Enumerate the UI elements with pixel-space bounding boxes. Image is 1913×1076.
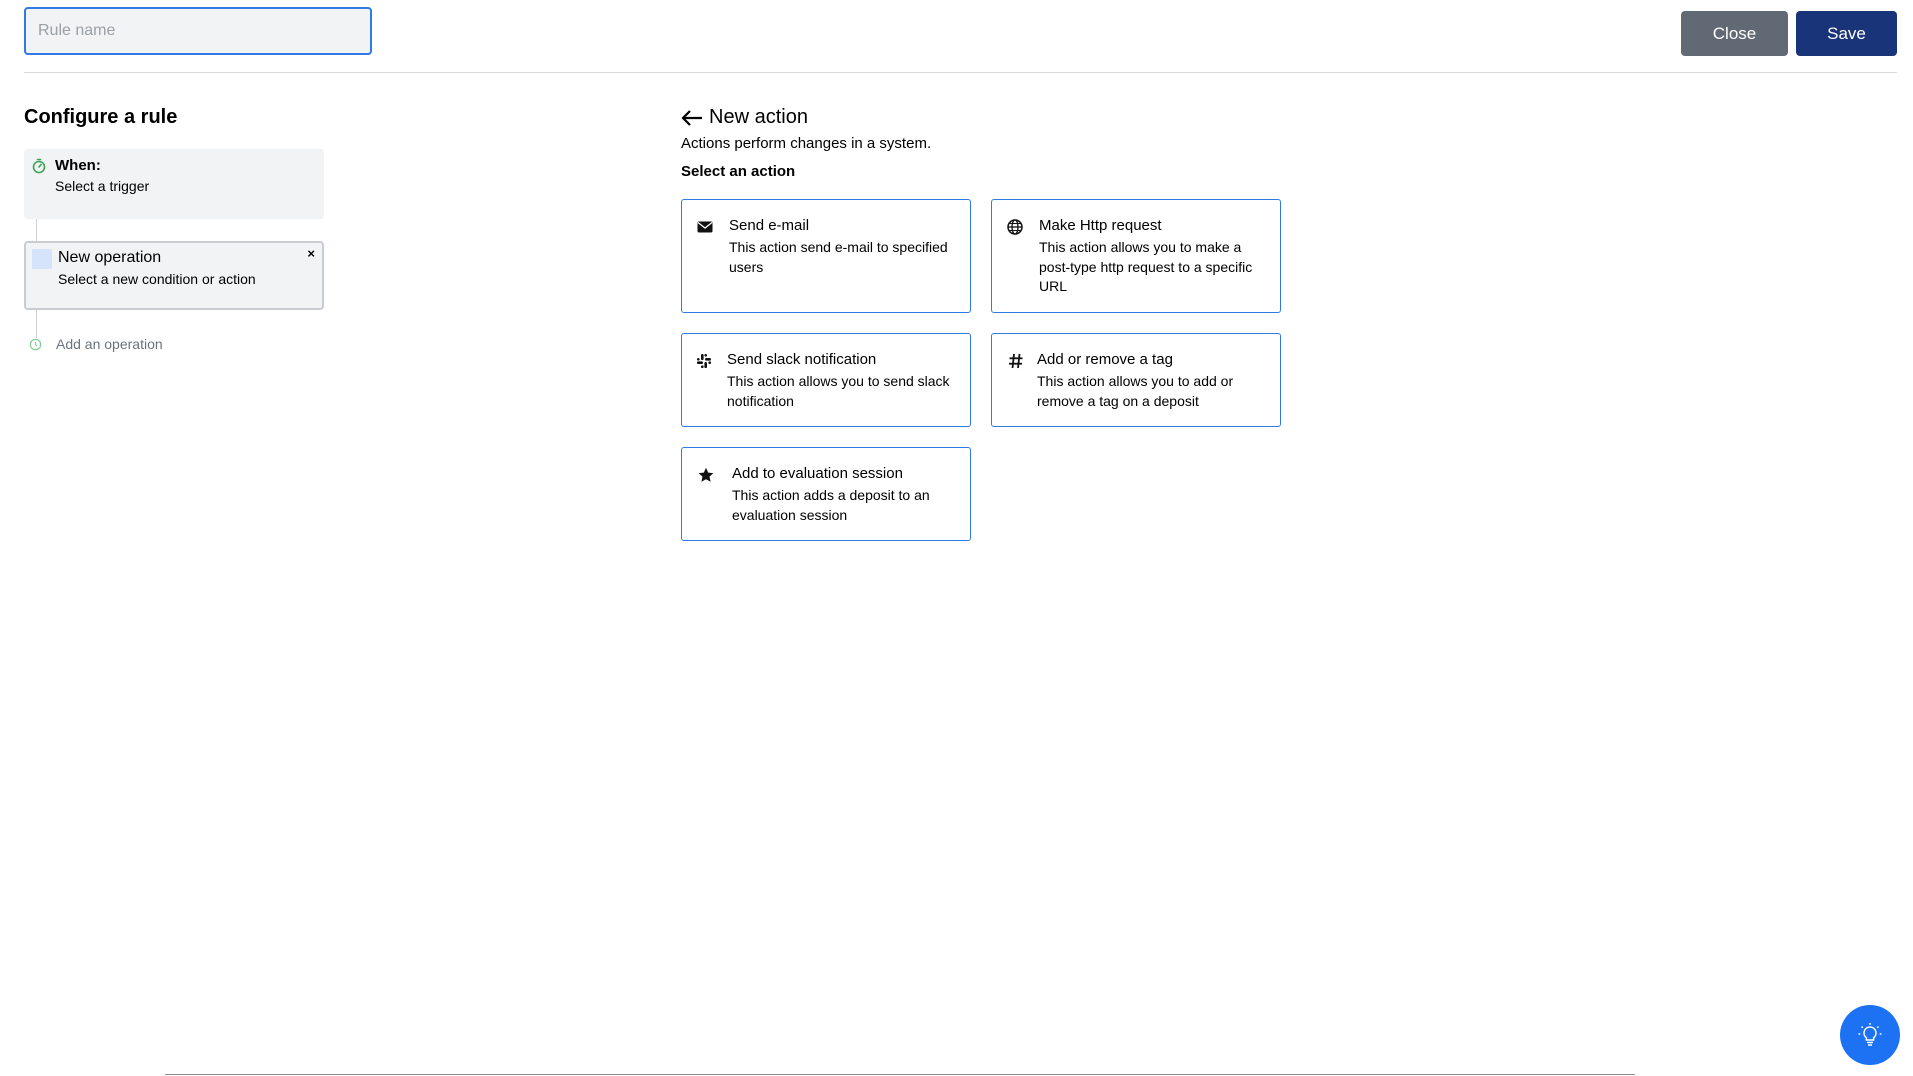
action-description: This action allows you to send slack notification [727,373,950,409]
action-card-evaluation-session[interactable] [681,447,971,541]
remove-operation-close-icon[interactable]: × [307,246,315,261]
back-arrow-icon[interactable] [681,109,703,127]
action-description: This action allows you to add or remove a tag on a deposit [1037,373,1234,409]
action-title: Send e-mail [729,217,810,234]
action-card-http-request[interactable] [991,199,1281,313]
save-button[interactable]: Save [1796,11,1897,56]
close-button[interactable]: Close [1681,11,1788,56]
stopwatch-icon [31,158,47,174]
flow-connector [36,219,37,241]
new-action-title: New action [709,106,808,128]
trigger-label: When: [55,157,101,174]
action-description: This action allows you to make a post-type http request to a specific URL [1039,239,1253,294]
rule-name-input[interactable] [24,7,372,55]
star-icon [698,467,714,483]
new-operation-card[interactable] [24,241,324,310]
header-divider [24,72,1897,73]
action-title: Add to evaluation session [732,465,903,482]
action-card-tag[interactable] [991,333,1281,427]
bottom-scroll-track [165,1074,1635,1075]
trigger-subtitle: Select a trigger [55,178,150,194]
new-action-header [681,106,808,129]
action-card-send-email[interactable] [681,199,971,313]
operation-placeholder-icon [32,249,52,269]
configure-rule-title: Configure a rule [24,106,178,128]
add-circle-icon [29,338,42,351]
action-description: This action adds a deposit to an evaluation session [732,487,930,523]
action-description: This action send e-mail to specified users [729,239,948,275]
globe-icon [1007,219,1023,235]
add-operation-label: Add an operation [56,336,163,352]
envelope-icon [697,219,713,235]
flow-connector [36,310,37,338]
action-card-slack-notification[interactable] [681,333,971,427]
action-title: Add or remove a tag [1037,351,1173,368]
trigger-card[interactable] [24,149,324,219]
action-title: Make Http request [1039,217,1162,234]
action-title: Send slack notification [727,351,877,368]
select-action-label: Select an action [681,163,796,180]
help-fab-button[interactable] [1840,1005,1900,1065]
slack-icon [696,353,712,369]
operation-label: New operation [58,249,162,266]
lightbulb-icon [1857,1022,1883,1048]
operation-subtitle: Select a new condition or action [58,271,256,287]
hashtag-icon [1008,353,1024,369]
add-operation-button[interactable] [29,336,163,352]
new-action-description: Actions perform changes in a system. [681,135,932,152]
